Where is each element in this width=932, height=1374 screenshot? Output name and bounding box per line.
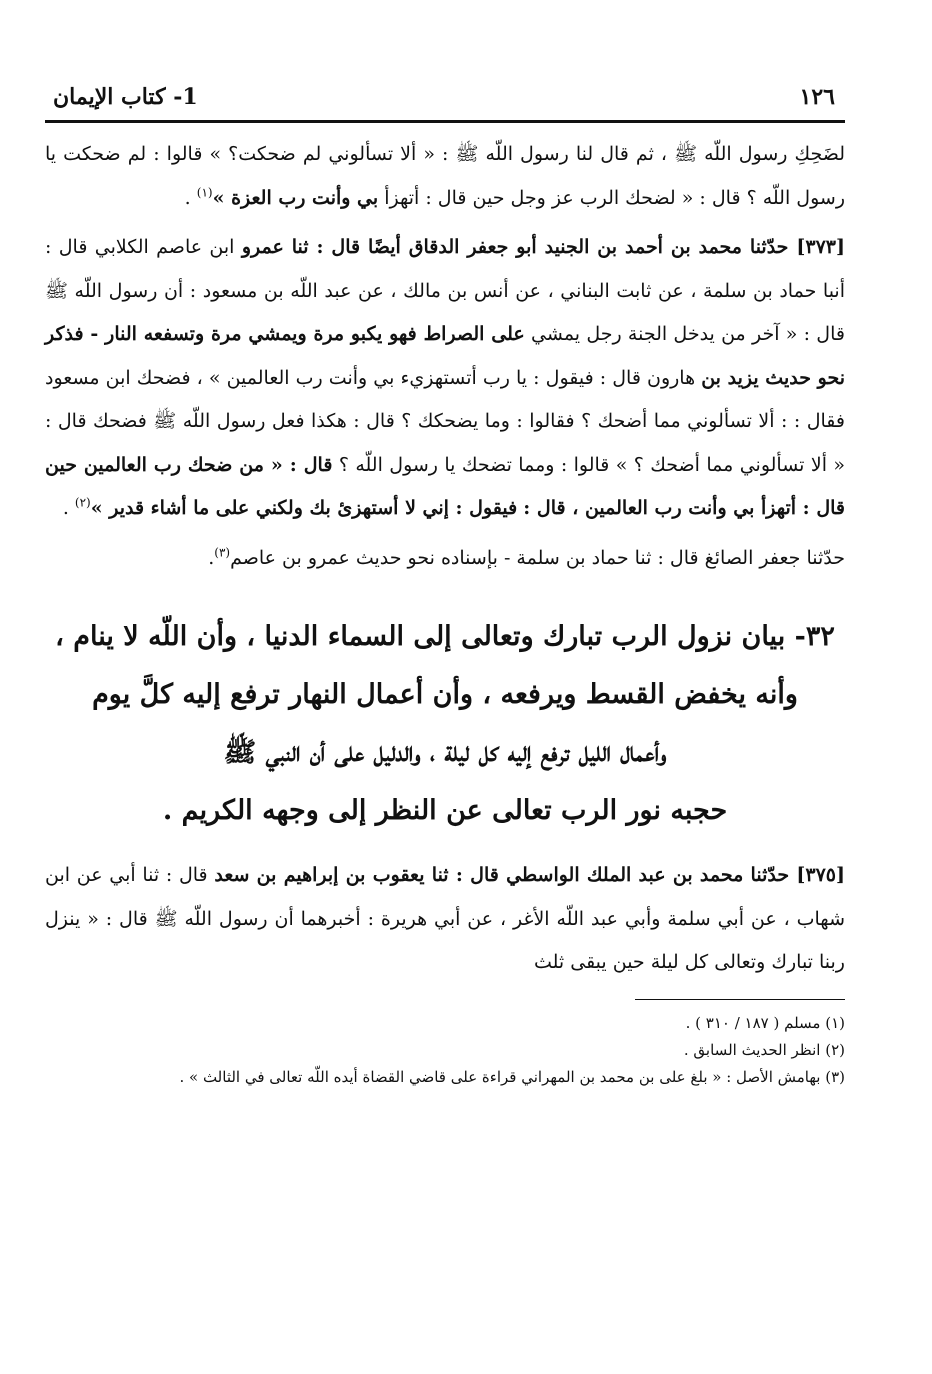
text-line: أخبرهما أن رسول اللّه ﷺ قال : « ينزل ربنا تبارك وتعالى كل ليلة حين يبقى ثلث: [45, 907, 845, 973]
text-line: .: [184, 186, 197, 209]
text-line: .: [62, 497, 75, 519]
footnote-marker: (٣): [214, 545, 231, 560]
text-line: بي وأنت رب العزة »: [212, 186, 379, 209]
text-line: حدّثنا محمد بن أحمد بن الجنيد أبو جعفر الدقاق أيضًا قال : ثنا عمرو: [241, 236, 797, 258]
hadith-paragraph: [45, 226, 845, 531]
text-line: عن عبد اللّه بن مسعود : أن رسول اللّه ﷺ قال : « آخر من يدخل الجنة رجل يمشي: [45, 279, 845, 345]
text-line: .: [208, 546, 215, 569]
heading-line: وأعمال الليل ترفع إليه كل ليلة ، والدليل على أن النبي ﷺ: [223, 737, 667, 768]
header-rule: [45, 120, 845, 123]
heading-line: ٣٢- بيان نزول الرب تبارك وتعالى إلى السماء الدنيا ، وأن اللّه لا ينام ،: [55, 621, 835, 652]
page-number: ١٢٦: [799, 84, 835, 110]
text-line: قالوا : لم ضحكت يا رسول اللّه ؟ قال : « لضحك الرب عز وجل حين قال : أتهزأ: [45, 143, 845, 209]
document-page: [45, 80, 845, 1091]
heading-line: وأنه يخفض القسط ويرفعه ، وأن أعمال النهار ترفع إليه كلَّ يوم: [92, 679, 798, 710]
text-line: هارون قال : فيقول : يا رب أتستهزيء بي وأنت رب العالمين » ، فضحك ابن مسعود: [45, 366, 696, 389]
heading-line: حجبه نور الرب تعالى عن النظر إلى وجهه الكريم .: [162, 795, 728, 826]
hadith-number: [٣٧٥]: [796, 864, 845, 886]
hadith-number: [٣٧٣]: [796, 236, 845, 258]
text-line: فيقول : إني لا أستهزئ بك ولكني على ما أشاء قدير »: [90, 497, 518, 519]
text-line: ابن عاصم الكلابي قال : أنبا حماد بن سلمة ، عن ثابت البناني ، عن أنس بن مالك ،: [45, 236, 845, 302]
footnote-separator: [635, 999, 845, 1000]
footnote: (٣) بهامش الأصل : « بلغ على بن محمد بن المهراني قراءة على قاضي القضاة أيده اللّه تعالى في الثالث » .: [179, 1067, 845, 1086]
hadith-paragraph: [45, 537, 845, 581]
footnote-marker: (٢): [74, 495, 91, 510]
hadith-paragraph: [45, 854, 845, 985]
running-title: 1- كتاب الإيمان: [53, 84, 198, 110]
hadith-paragraph: [45, 133, 845, 220]
text-line: حدّثنا محمد بن عبد الملك الواسطي قال : ثنا يعقوب بن إبراهيم بن سعد: [214, 864, 797, 886]
footnotes: [45, 1010, 845, 1091]
text-line: حدّثنا جعفر الصائغ قال : ثنا حماد بن سلمة - بإسناده نحو حديث عمرو بن: [282, 546, 845, 569]
text-line: على الصراط فهو يكبو مرة ويمشي مرة وتسفعه النار - فذكر نحو حديث يزيد بن: [45, 323, 845, 389]
text-line: قال : « من ضحك رب العالمين حين قال : أتهزأ بي وأنت رب العالمين ، قال :: [45, 453, 845, 519]
footnote: (١) مسلم ( ١٨٧ / ٣١٠ ) .: [685, 1013, 845, 1032]
page-header: [45, 80, 845, 118]
text-line: لضَحِكِ رسول اللّه ﷺ ، ثم قال لنا رسول اللّه ﷺ : « ألا تسألوني لم ضحكت؟ »: [209, 143, 846, 165]
footnote-marker: (١): [196, 185, 213, 200]
footnote: (٢) انظر الحديث السابق .: [683, 1040, 845, 1059]
text-line: عاصم: [230, 546, 276, 569]
chapter-heading: [45, 608, 845, 840]
text-line: قال : ثنا أبي عن ابن شهاب ، عن أبي سلمة وأبي عبد اللّه الأغر ، عن أبي هريرة :: [45, 864, 845, 930]
text-line: ﷺ فضحك قال : « ألا تسألوني مما أضحك ؟ » قالوا : ومما تضحك يا رسول اللّه ؟: [45, 410, 845, 476]
text-line: فقال : : ألا تسألوني مما أضحك ؟ فقالوا : وما يضحكك ؟ قال : هكذا فعل رسول اللّه: [182, 410, 845, 432]
